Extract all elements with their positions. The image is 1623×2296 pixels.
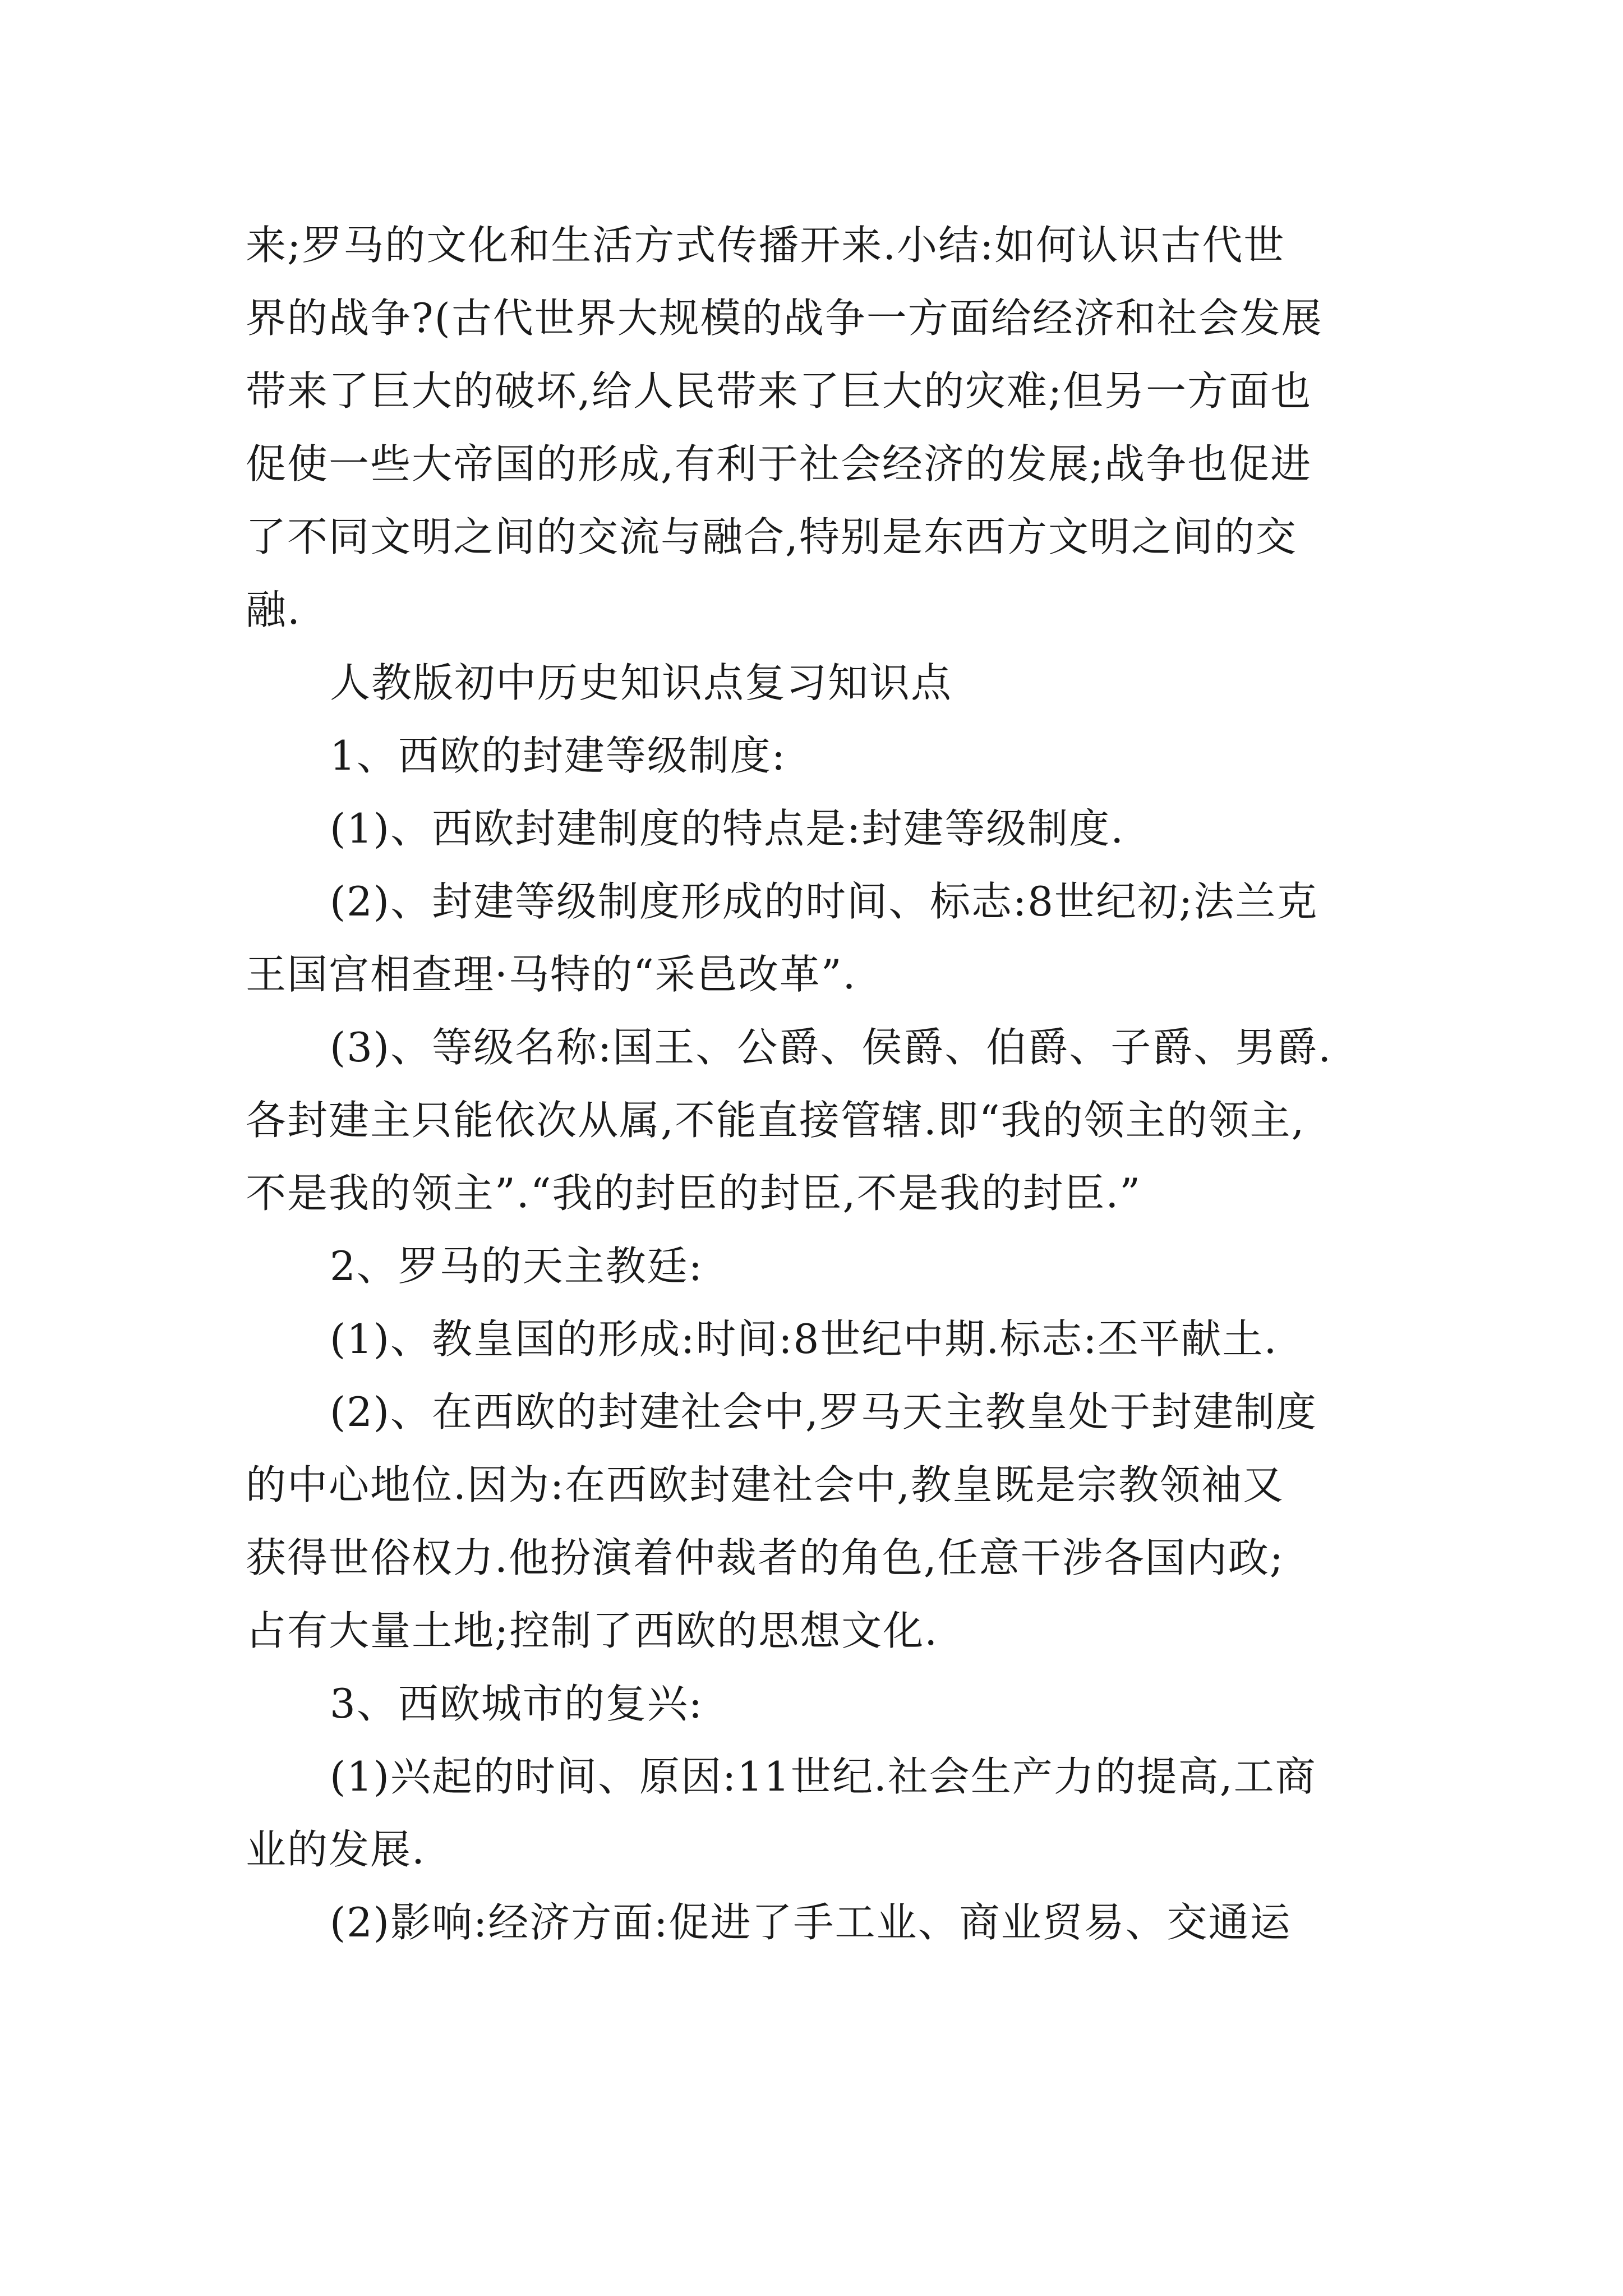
paragraph [246,792,1378,865]
text-line: (2)、在西欧的封建社会中,罗马天主教皇处于封建制度 [330,1388,1317,1435]
paragraph [246,1303,1378,1375]
document-page [246,209,1378,1959]
text-line: 各封建主只能依次从属,不能直接管辖.即“我的领主的领主, [246,1097,1306,1144]
text-line: 带来了巨大的破坏,给人民带来了巨大的灾难;但另一方面也 [246,367,1312,415]
text-line: 人教版初中历史知识点复习知识点 [330,659,953,706]
text-line: 占有大量土地;控制了西欧的思想文化. [246,1607,939,1654]
paragraph [246,865,1378,1011]
paragraph [246,1375,1378,1667]
paragraph [246,1886,1378,1959]
text-line: 促使一些大帝国的形成,有利于社会经济的发展;战争也促进 [246,440,1312,487]
text-line: 融. [246,586,301,633]
text-line: 来;罗马的文化和生活方式传播开来.小结:如何认识古代世 [246,222,1285,269]
paragraph [246,209,1378,646]
text-line: 王国宫相查理·马特的“采邑改革”. [246,951,857,998]
text-line: (1)、西欧封建制度的特点是:封建等级制度. [330,805,1125,852]
paragraph [246,1230,1378,1303]
text-line: 界的战争?(古代世界大规模的战争一方面给经济和社会发展 [246,295,1323,342]
paragraph [246,1667,1378,1740]
text-line: 1、西欧的封建等级制度: [330,732,787,779]
paragraph [246,1740,1378,1886]
paragraph [246,646,1378,719]
paragraph [246,719,1378,792]
text-line: (1)、教皇国的形成:时间:8世纪中期.标志:丕平献土. [330,1315,1278,1363]
document-body [246,209,1378,1959]
text-line: 的中心地位.因为:在西欧封建社会中,教皇既是宗教领袖又 [246,1461,1285,1508]
text-line: (3)、等级名称:国王、公爵、侯爵、伯爵、子爵、男爵. [330,1024,1332,1071]
text-line: (2)影响:经济方面:促进了手工业、商业贸易、交通运 [330,1899,1292,1946]
text-line: 业的发展. [246,1826,426,1873]
text-line: 2、罗马的天主教廷: [330,1243,704,1290]
text-line: 3、西欧城市的复兴: [330,1680,704,1727]
text-line: (2)、封建等级制度形成的时间、标志:8世纪初;法兰克 [330,878,1318,925]
text-line: 了不同文明之间的交流与融合,特别是东西方文明之间的交 [246,513,1297,560]
text-line: (1)兴起的时间、原因:11世纪.社会生产力的提高,工商 [330,1753,1317,1800]
text-line: 获得世俗权力.他扮演着仲裁者的角色,任意干涉各国内政; [246,1534,1285,1581]
text-line: 不是我的领主”.“我的封臣的封臣,不是我的封臣.” [246,1170,1142,1217]
paragraph [246,1011,1378,1230]
